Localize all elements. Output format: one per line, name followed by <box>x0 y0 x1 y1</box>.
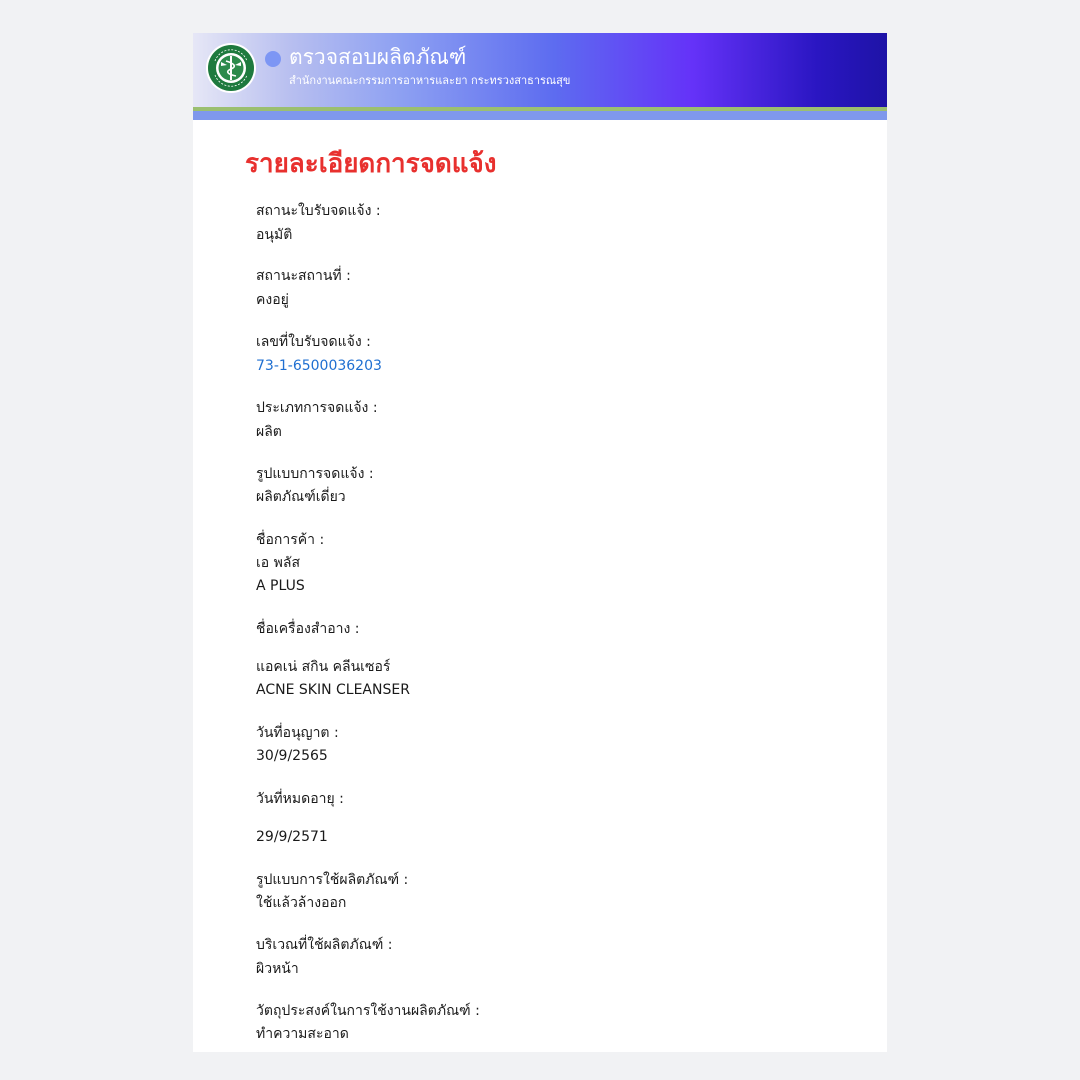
notification-number-label: เลขที่ใบรับจดแจ้ง : <box>256 334 371 350</box>
notification-type-label: ประเภทการจดแจ้ง : <box>256 400 378 416</box>
purpose-label: วัตถุประสงค์ในการใช้งานผลิตภัณฑ์ : <box>256 1003 480 1019</box>
expiry-date-label: วันที่หมดอายุ : <box>256 791 344 807</box>
app-header <box>193 33 887 107</box>
usage-format-value: ใช้แล้วล้างออก <box>256 895 347 911</box>
notification-type-value: ผลิต <box>256 424 282 440</box>
usage-format-label: รูปแบบการใช้ผลิตภัณฑ์ : <box>256 872 409 888</box>
approval-date-value: 30/9/2565 <box>256 748 328 764</box>
usage-area-label: บริเวณที่ใช้ผลิตภัณฑ์ : <box>256 937 393 953</box>
status-value: อนุมัติ <box>256 227 293 243</box>
product-detail-card <box>193 33 887 1052</box>
app-title: ตรวจสอบผลิตภัณฑ์ <box>289 45 467 69</box>
cosmetic-name-label: ชื่อเครื่องสำอาง : <box>256 621 360 637</box>
trade-name-value-en: A PLUS <box>256 578 305 594</box>
approval-date-label: วันที่อนุญาต : <box>256 725 339 741</box>
status-label: สถานะใบรับจดแจ้ง : <box>256 203 381 219</box>
trade-name-value-th: เอ พลัส <box>256 555 300 571</box>
notification-format-value: ผลิตภัณฑ์เดี่ยว <box>256 489 346 505</box>
expiry-date-value: 29/9/2571 <box>256 829 328 845</box>
ministry-seal-icon <box>205 42 257 94</box>
header-band <box>193 111 887 120</box>
notification-number-link[interactable]: 73-1-6500036203 <box>256 358 382 374</box>
trade-name-label: ชื่อการค้า : <box>256 532 325 548</box>
cosmetic-name-value-th: แอคเน่ สกิน คลีนเซอร์ <box>256 659 391 675</box>
title-bullet-icon <box>265 51 281 67</box>
location-status-label: สถานะสถานที่ : <box>256 268 351 284</box>
cosmetic-name-value-en: ACNE SKIN CLEANSER <box>256 682 410 698</box>
purpose-value: ทำความสะอาด <box>256 1026 349 1042</box>
usage-area-value: ผิวหน้า <box>256 961 299 977</box>
page-title: รายละเอียดการจดแจ้ง <box>245 149 497 179</box>
app-subtitle: สำนักงานคณะกรรมการอาหารและยา กระทรวงสาธารณสุข <box>289 74 571 87</box>
notification-format-label: รูปแบบการจดแจ้ง : <box>256 466 374 482</box>
location-status-value: คงอยู่ <box>256 292 289 308</box>
